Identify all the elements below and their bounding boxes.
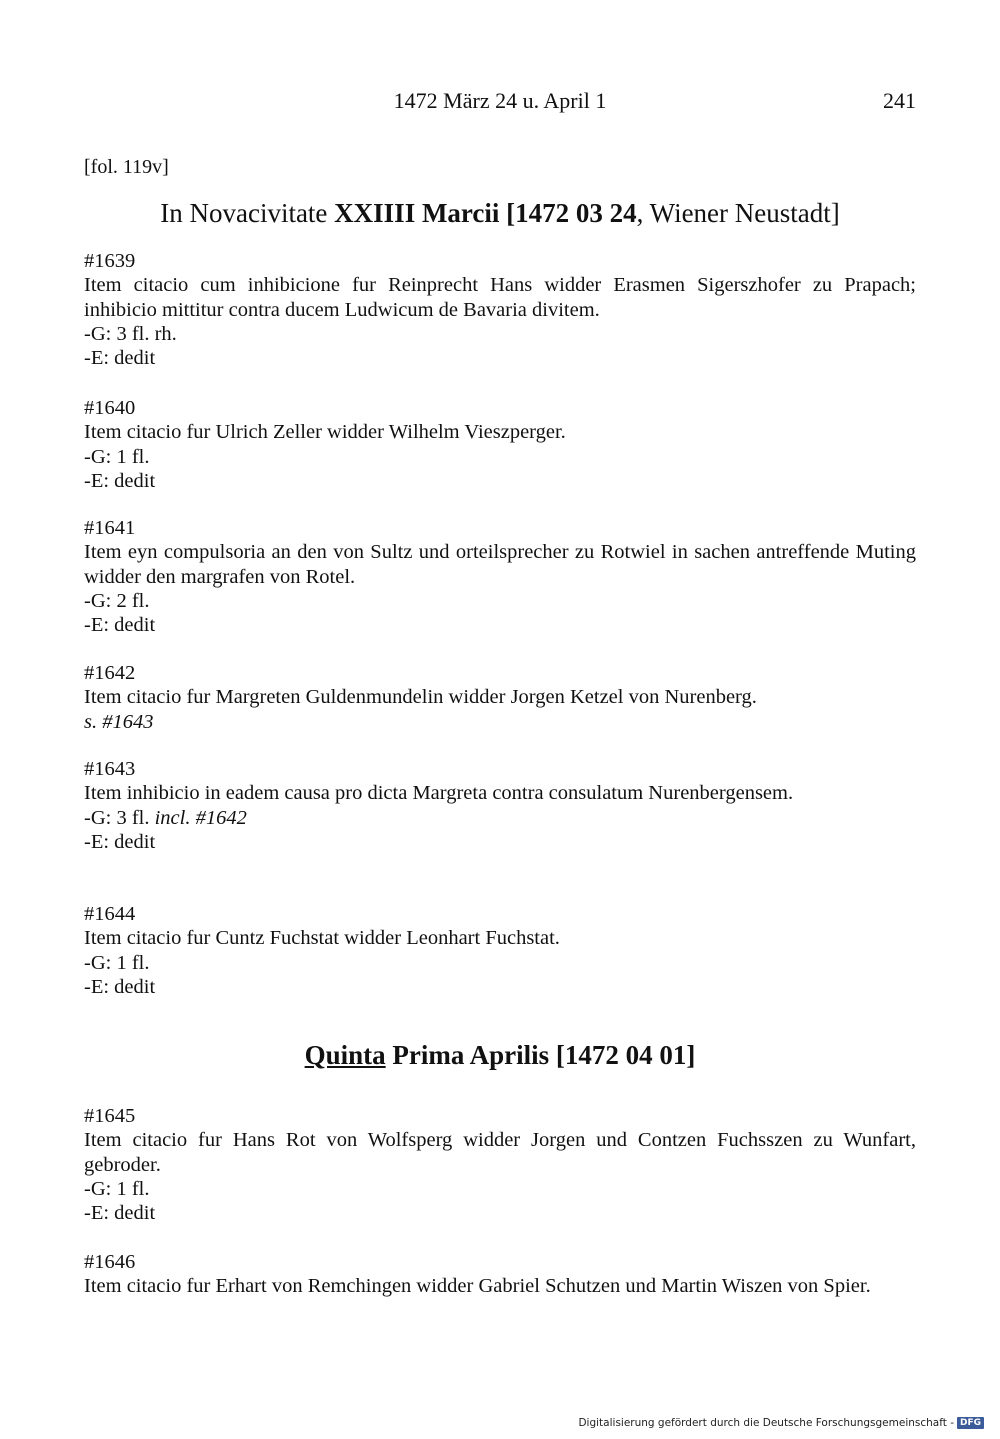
- entry-text: Item citacio fur Ulrich Zeller widder Wilhelm Vieszperger.: [84, 421, 566, 444]
- entry-number: #1644: [84, 903, 136, 925]
- entry-text: Item citacio fur Hans Rot von Wolfsperg widder Jorgen und Contzen Fuchsszen zu Wunfart, gebroder.: [84, 1129, 916, 1176]
- entry-1641: [84, 516, 916, 637]
- running-header: [84, 88, 916, 122]
- entry-1639: [84, 249, 916, 370]
- entry-1640: [84, 396, 916, 493]
- entry-fee: -G: 1 fl.: [84, 1177, 150, 1200]
- entry-expedition: -E: dedit: [84, 1202, 156, 1225]
- funding-note: Digitalisierung gefördert durch die Deutsche Forschungsgemeinschaft -: [578, 1417, 954, 1429]
- entry-fee: -G: 3 fl. rh.: [84, 322, 177, 345]
- running-title: 1472 März 24 u. April 1: [393, 88, 607, 113]
- entry-number: #1645: [84, 1105, 136, 1127]
- entry-1642: [84, 661, 916, 734]
- page-number: 241: [883, 88, 916, 113]
- fee-cross-reference: incl. #1642: [154, 806, 247, 829]
- entry-text: Item eyn compulsoria an den von Sultz und orteilsprecher zu Rotwiel in sachen antreffende Muting widder den margrafen von Rotel.: [84, 541, 916, 588]
- entry-text: Item citacio fur Cuntz Fuchstat widder Leonhart Fuchstat.: [84, 927, 560, 950]
- entry-fee: -G: 2 fl.: [84, 589, 150, 612]
- entry-text: Item citacio cum inhibicione fur Reinprecht Hans widder Erasmen Sigerszhofer zu Prapach; inhibicio mittitur contra ducem Ludwicum de Bavaria divitem.: [84, 274, 916, 321]
- entry-text: Item inhibicio in eadem causa pro dicta Margreta contra consulatum Nurenbergensem.: [84, 782, 794, 805]
- entry-1644: [84, 902, 916, 999]
- heading-date: Prima Aprilis [1472 04 01]: [385, 1040, 696, 1070]
- heading-date-bold: XXIIII Marcii [1472 03 24: [334, 198, 637, 228]
- entry-fee: -G: 1 fl.: [84, 445, 150, 468]
- heading-place-suffix: , Wiener Neustadt]: [636, 198, 840, 228]
- section-heading-march: [84, 198, 916, 229]
- entry-expedition: -E: dedit: [84, 975, 156, 998]
- folio-reference: [fol. 119v]: [84, 156, 169, 178]
- entry-text: Item citacio fur Erhart von Remchingen widder Gabriel Schutzen und Martin Wiszen von Spier.: [84, 1275, 871, 1298]
- entry-expedition: -E: dedit: [84, 614, 156, 637]
- entry-expedition: -E: dedit: [84, 830, 156, 853]
- entry-fee: -G: 3 fl. incl. #1642: [84, 806, 247, 829]
- entry-number: #1643: [84, 758, 136, 780]
- entry-1646: [84, 1250, 916, 1299]
- entry-fee: -G: 1 fl.: [84, 951, 150, 974]
- entry-expedition: -E: dedit: [84, 347, 156, 370]
- section-heading-april: [84, 1040, 916, 1071]
- entry-number: #1646: [84, 1251, 136, 1273]
- entry-number: #1642: [84, 662, 136, 684]
- dfg-logo: DFG: [957, 1417, 984, 1429]
- entry-cross-reference: s. #1643: [84, 710, 154, 733]
- funding-footer: [578, 1417, 984, 1429]
- heading-day-underlined: Quinta: [304, 1040, 386, 1070]
- entry-1645: [84, 1104, 916, 1225]
- entry-number: #1641: [84, 517, 136, 539]
- entry-text: Item citacio fur Margreten Guldenmundelin widder Jorgen Ketzel von Nurenberg.: [84, 686, 757, 709]
- heading-place: In Novacivitate: [160, 198, 335, 228]
- entry-number: #1639: [84, 250, 136, 272]
- entry-1643: [84, 757, 916, 854]
- entry-number: #1640: [84, 397, 136, 419]
- entry-expedition: -E: dedit: [84, 469, 156, 492]
